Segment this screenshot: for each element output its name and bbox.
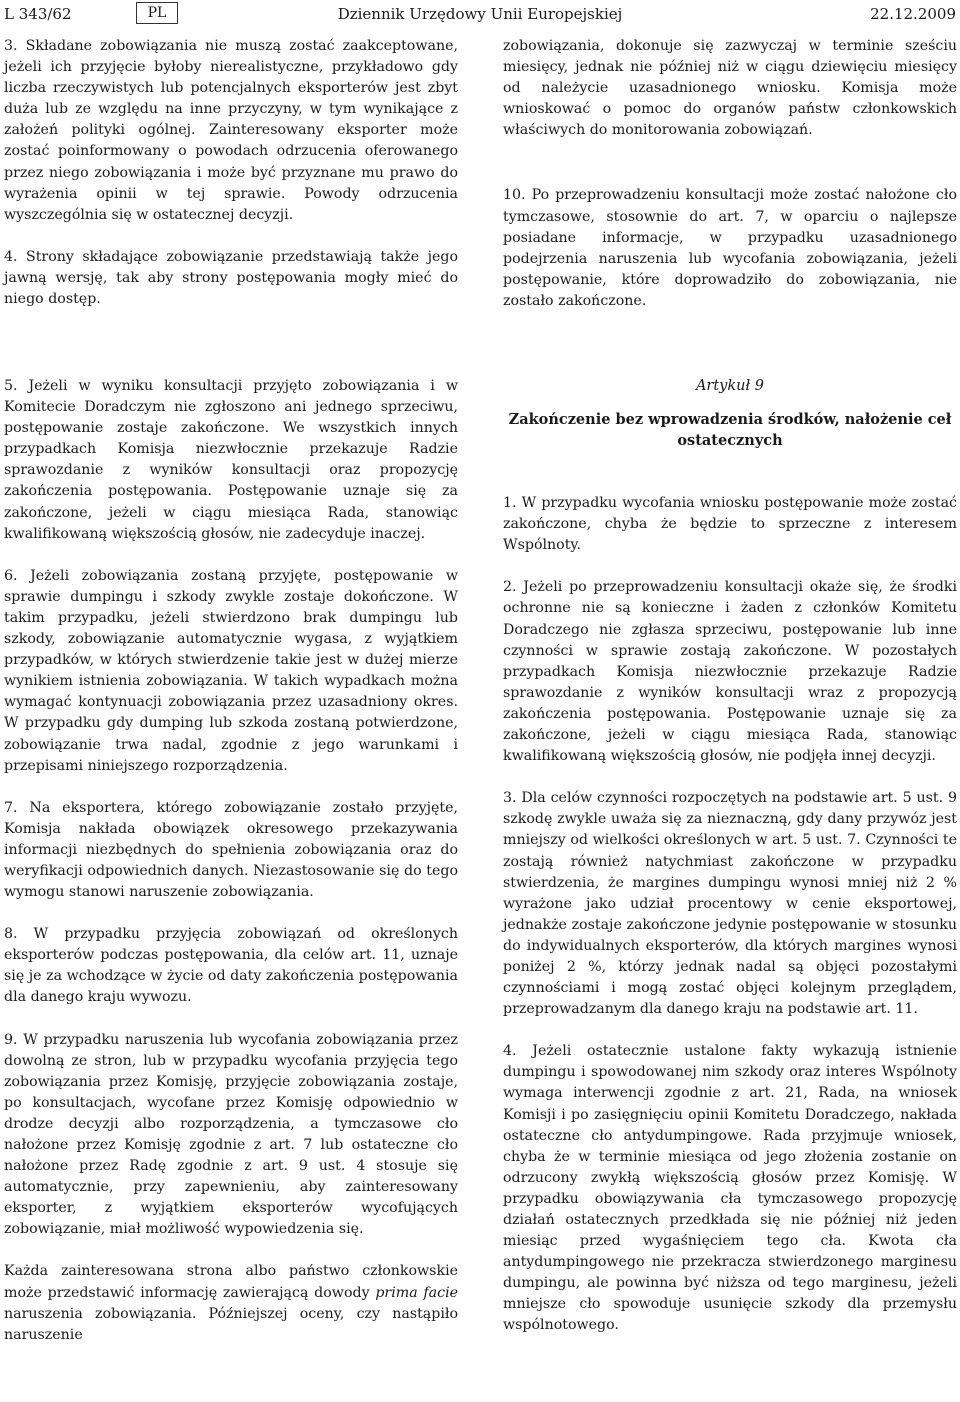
article-heading: Zakończenie bez wprowadzenia środków, nałożenie ceł ostatecznych: [508, 411, 952, 450]
article-9-paragraph-2: 2. Jeżeli po przeprowadzeniu konsultacji okaże się, że środki ochronne nie są konieczne i żaden z członków Komitetu Doradczego nie zgłasza sprzeciwu, postępowanie lub inne czynności w sprawie zostają zakończone. W pozostałych przypadkach Komisja niezwłocznie przekazuje Radzie sprawozdanie z wyników konsultacji wraz z propozycją zakończenia postępowania. Postępowanie uznaje się za zakończone, jeżeli w ciągu miesiąca Rada, stanowiąc kwalifikowaną większością głosów, nie podjęła innej decyzji.: [503, 579, 957, 765]
paragraph-9: 9. W przypadku naruszenia lub wycofania zobowiązania przez dowolną ze stron, lub w przypadku wycofania przyjęcia tego zobowiązania przez Komisję, przyjęcie zobowiązania zostaje, po konsultacjach, wycofane przez Komisję odpowiednio w drodze decyzji albo rozporządzenia, a tymczasowe cło nałożone przez Komisję zgodnie z art. 7 lub ostateczne cło nałożone przez Radę zgodnie z art. 9 ust. 4 stosuje się automatycznie, przy zapewnieniu, aby zainteresowany eksporter, z wyjątkiem eksporterów wycofujących zobowiązanie, miał możliwość wypowiedzenia się.: [4, 1031, 458, 1238]
paragraph-10: 10. Po przeprowadzeniu konsultacji może zostać nałożone cło tymczasowe, stosownie do art. 7, w oparciu o najlepsze posiadane informacje, w przypadku uzasadnionego podejrzenia naruszenia lub wycofania zobowiązania, jeżeli postępowanie, które doprowadziło do zobowiązania, nie zostało zakończone.: [503, 187, 957, 309]
article-9-paragraph-1: 1. W przypadku wycofania wniosku postępowanie może zostać zakończone, chyba że będzie to sprzeczne z interesem Wspólnoty.: [503, 495, 957, 554]
paragraph-6: 6. Jeżeli zobowiązania zostaną przyjęte, postępowanie w sprawie dumpingu i szkody zwykle zostaje dokończone. W takim przypadku, jeżeli stwierdzono brak dumpingu lub szkody, zobowiązanie automatycznie wygasa, z wyjątkiem przypadków, w których stwierdzenie takie jest w dużej mierze wynikiem istnienia zobowiązania. W takich wypadkach można wymagać kontynuacji zobowiązania przez uzasadniony okres. W przypadku gdy dumping lub szkoda zostaną potwierdzone, zobowiązanie trwa nadal, zgodnie z jego warunkami i przepisami niniejszego rozporządzenia.: [4, 567, 458, 774]
publication-date: 22.12.2009: [870, 5, 956, 23]
paragraph-last: [4, 1261, 458, 1345]
paragraph-last-text-1: Każda zainteresowana strona albo państwo członkowskie może przedstawić informację zawierającą dowody: [4, 1263, 458, 1301]
language-badge: PL: [136, 2, 178, 24]
top-left-column: [4, 36, 458, 310]
top-right-column: [503, 36, 957, 312]
paragraph-8: 8. W przypadku przyjęcia zobowiązań od określonych eksporterów podczas postępowania, dla celów art. 11, uznaje się je za wchodzące w życie od daty zakończenia postępowania dla danego kraju wywozu.: [4, 926, 458, 1006]
paragraph-last-italic: prima facie: [375, 1284, 458, 1301]
paragraph-4: 4. Strony składające zobowiązanie przedstawiają także jego jawną wersję, tak aby strony postępowania mogły mieć do niego dostęp.: [4, 248, 458, 308]
article-9-paragraph-4: 4. Jeżeli ostatecznie ustalone fakty wykazują istnienie dumpingu i spowodowanej nim szkody oraz interes Wspólnoty wymaga interwencji zgodnie z art. 21, Rada, na wniosek Komisji i po zasięgnięciu opinii Komitetu Doradczego, nakłada ostateczne cło antydumpingowe. Rada przyjmuje wniosek, chyba że w terminie miesiąca od jego złożenia zostanie on odrzucony zwykłą większością głosów przez Komisję. W przypadku obowiązywania cła tymczasowego propozycję działań ostatecznych przedkłada się nie później niż jeden miesiąc przed wygaśnięciem tego cła. Kwota cła antydumpingowego nie przekracza stwierdzonego marginesu dumpingu, ale powinna być niższa od tego marginesu, jeżeli mniejsze cło spowoduje usunięcie szkody dla przemysłu wspólnotowego.: [503, 1043, 957, 1334]
article-number: Artykuł 9: [695, 378, 765, 394]
paragraph-5: 5. Jeżeli w wyniku konsultacji przyjęto zobowiązania i w Komitecie Doradczym nie zgłoszono ani jednego sprzeciwu, postępowanie zostaje zakończone. We wszystkich innych przypadkach Komisja niezwłocznie przekazuje Radzie sprawozdanie z wyników konsultacji oraz propozycję zakończenia postępowania. Postępowanie uznaje się za zakończone, jeżeli w ciągu miesiąca Rada, stanowiąc kwalifikowaną większością głosów, nie zadecyduje inaczej.: [4, 378, 458, 542]
paragraph-7: 7. Na eksportera, którego zobowiązanie zostało przyjęte, Komisja nakłada obowiązek okresowego przekazywania informacji niezbędnych do spełnienia zobowiązania oraz do weryfikacji odpowiednich danych. Niezastosowanie się do tego wymogu stanowi naruszenie zobowiązania.: [4, 799, 458, 901]
page-reference: L 343/62: [4, 5, 72, 23]
page-header: [4, 3, 956, 25]
paragraph-3: 3. Składane zobowiązania nie muszą zostać zaakceptowane, jeżeli ich przyjęcie byłoby nierealistyczne, przykładowo gdy liczba rzeczywistych lub potencjalnych eksporterów jest zbyt duża lub ze względu na inne przyczyny, w tym wynikające z założeń polityki ogólnej. Zainteresowany eksporter może zostać poinformowany o powodach odrzucenia oferowanego przez niego zobowiązania i może być przyznane mu prawo do wyrażenia opinii w tej sprawie. Powody odrzucenia wyszczególnia się w ostatecznej decyzji.: [4, 38, 458, 223]
bottom-left-column: [4, 376, 458, 1346]
paragraph-continued: zobowiązania, dokonuje się zazwyczaj w terminie sześciu miesięcy, jednak nie później niż w ciągu dziewięciu miesięcy od należycie uzasadnionego wniosku. Komisja może wnioskować o pomoc do organów państw członkowskich właściwych do monitorowania zobowiązań.: [503, 38, 957, 139]
bottom-right-column: [503, 376, 957, 1337]
article-9-paragraph-3: 3. Dla celów czynności rozpoczętych na podstawie art. 5 ust. 9 szkodę zwykle uważa się za nieznaczną, gdy dany przywóz jest mniejszy od wielkości określonych w art. 5 ust. 7. Czynności te zostają również natychmiast zakończone w przypadku stwierdzenia, że margines dumpingu wynosi mniej niż 2 % wyrażone jako udział procentowy w cenie eksportowej, jednakże zostaje zakończone jedynie postępowanie w stosunku do indywidualnych eksporterów, dla których margines wynosi poniżej 2 %, którzy jednak nadal są objęci pozostałymi czynnościami i mogą zostać objęci kolejnym przeglądem, przeprowadzanym dla danego kraju na podstawie art. 11.: [503, 790, 957, 1018]
journal-title: Dziennik Urzędowy Unii Europejskiej: [337, 5, 623, 23]
paragraph-last-text-2: naruszenia zobowiązania. Późniejszej oceny, czy nastąpiło naruszenie: [4, 1305, 458, 1343]
